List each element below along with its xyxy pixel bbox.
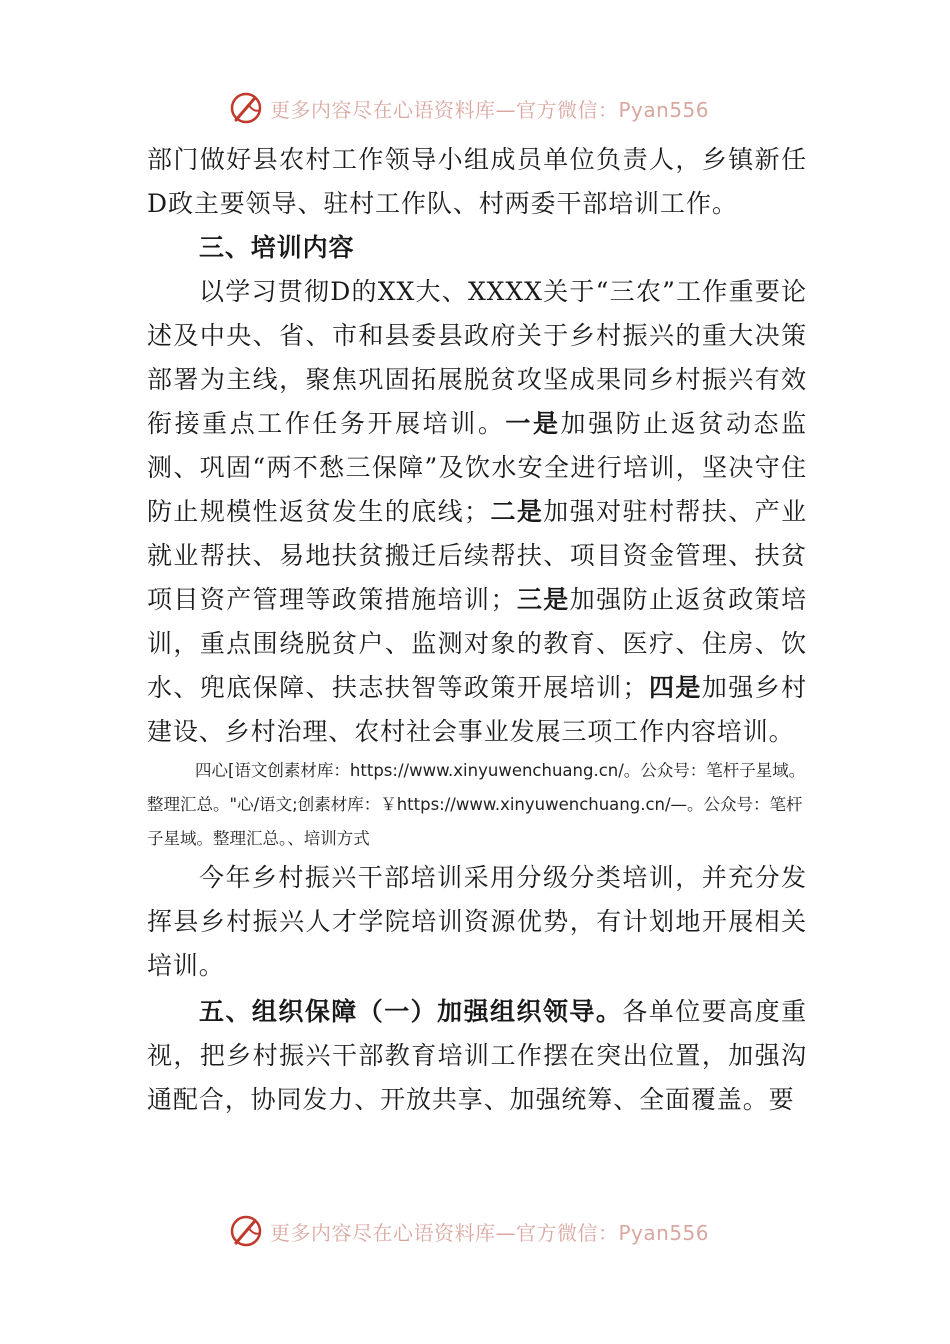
pen-circle-logo-icon (228, 90, 264, 126)
paragraph-2 (147, 270, 807, 754)
pen-circle-logo-icon (228, 1213, 264, 1249)
paragraph-4-text: 各单位要高度重视，把乡村振兴干部教育培训工作摆在突出位置，加强沟通配合，协同发力、开放共享、加强统筹、全面覆盖。要 (147, 997, 807, 1114)
banner-text: 更多内容尽在心语资料库—官方微信：Pyan556 (270, 97, 710, 122)
document-body (147, 138, 807, 1122)
paragraph-1: 部门做好县农村工作领导小组成员单位负责人，乡镇新任D政主要领导、驻村工作队、村两委干部培训工作。 (147, 145, 807, 218)
point-4-label: 四是 (648, 673, 702, 702)
point-3-text: 加强防止返贫政策培训，重点围绕脱贫户、监测对象的教育、医疗、住房、饮水、兜底保障、扶志扶智等政策开展培训； (147, 585, 807, 702)
point-3-label: 三是 (516, 585, 570, 614)
section-heading-3: 三、培训内容 (199, 233, 355, 262)
watermark-note: 四心[语文创素材库：https://www.xinyuwenchuang.cn/。公众号：笔杆子星域。整理汇总。"心/语文;创素材库：￥https://www.xinyuwenchuang.cn/—。公众号：笔杆子星域。整理汇总。、培训方式 (147, 761, 806, 848)
point-4-text: 加强乡村建设、乡村治理、农村社会事业发展三项工作内容培训。 (147, 673, 807, 746)
point-1-text: 加强防止返贫动态监测、巩固“两不愁三保障”及饮水安全进行培训，坚决守住防止规模性返贫发生的底线； (147, 409, 807, 526)
point-2-label: 二是 (489, 497, 544, 526)
paragraph-3: 今年乡村振兴干部培训采用分级分类培训，并充分发挥县乡村振兴人才学院培训资源优势，有计划地开展相关培训。 (147, 863, 807, 980)
section-heading-5: 五、组织保障（一）加强组织领导。 (199, 997, 623, 1026)
banner-text: 更多内容尽在心语资料库—官方微信：Pyan556 (270, 1220, 710, 1245)
paragraph-4 (147, 990, 807, 1122)
point-2-text: 加强对驻村帮扶、产业就业帮扶、易地扶贫搬迁后续帮扶、项目资金管理、扶贫项目资产管理等政策措施培训； (147, 497, 807, 614)
header-banner (228, 88, 709, 128)
footer-banner (228, 1211, 709, 1251)
paragraph-2-intro: 以学习贯彻D的XX大、XXXX关于“三农”工作重要论述及中央、省、市和县委县政府关于乡村振兴的重大决策部署为主线，聚焦巩固拓展脱贫攻坚成果同乡村振兴有效衔接重点工作任务开展培训。 (147, 277, 807, 438)
point-1-label: 一是 (505, 409, 561, 438)
